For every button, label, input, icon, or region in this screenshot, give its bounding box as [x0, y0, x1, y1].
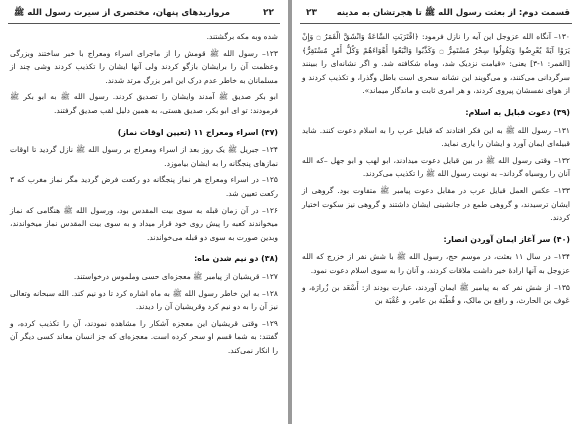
- left-page: [0, 0, 288, 424]
- paragraph: ۱۲۹– وقتی قریشیان این معجزه آشکار را مشاهده نمودند، آن را تکذیب کرده، و گفتند: به شما قسم او سحر کرده است. معجزه‌ای که جز انسان معاند کسی دیگر آن را انکار نمی‌کند.: [10, 318, 278, 355]
- right-page-running-title: قسمت دوم: از بعثت رسول الله ﷺ تا هجرتشان به مدینه: [336, 8, 570, 18]
- paragraph: ۱۳۰– آنگاه الله عزوجل این آیه را نازل فرمود: ﴿اقْتَرَبَتِ السَّاعَةُ وَانْشَقَّ الْقَمَرُ ۝ وَإِنْ يَرَوْا آيَةً يُعْرِضُوا وَيَقُولُوا سِحْرٌ مُسْتَمِرٌّ ۝ وَكَذَّبُوا وَاتَّبَعُوا أَهْوَاءَهُمْ وَكُلُّ أَمْرٍ مُسْتَقِرٌّ﴾ [القمر: ۱-۳] یعنی: «قیامت نزدیک شد، وماه شکافته شد. و اگر نشانه‌ای را ببینند سرگردانی می‌کنند، و می‌گویند این نشانه سحری است باطل وگذرا، و تکذیب کردند و از هوای نفسشان پیروی کردند، و هر امری ثابت و ماندگار میماند».: [302, 32, 570, 96]
- section-heading: (۳۷) اسراء ومعراج ۱۱ (تعیین اوقات نماز): [117, 127, 278, 137]
- paragraph: ۱۳۴– در سال ۱۱ بعثت، در موسم حج، رسول الله ﷺ با شش نفر از خزرج که الله عزوجل به آنها ارادهٔ خیر داشت ملاقات کردند، و آنان را به سوی اسلام دعوت نمود.: [302, 252, 570, 275]
- paragraph: ۱۲۸– به این خاطر رسول الله ﷺ به ماه اشاره کرد تا دو نیم کند. الله سبحانه وتعالی نیز آن را به دو نیم کرد وقریشیان آن را دیدند.: [10, 288, 278, 312]
- paragraph: ۱۳۳– عکس العمل قبایل عرب در مقابل دعوت پیامبر ﷺ متفاوت بود. گروهی از ایشان ترسیدند، و گروهی طمع در جانشینی ایشان داشتند و گروهی نیز سکوت اختیار کردند.: [302, 185, 570, 223]
- left-page-body: [10, 30, 278, 360]
- section-heading: (۳۸) دو نیم شدن ماه:: [194, 254, 278, 264]
- right-page: [292, 0, 580, 424]
- paragraph: ۱۲۴– جبریل ﷺ یک روز بعد از اسراء ومعراج بر رسول الله ﷺ نازل گردید تا اوقات نمازهای پنجگانه را به ایشان بیاموزد.: [10, 145, 278, 168]
- section-heading: (۳۹) دعوت قبایل به اسلام:: [465, 107, 570, 117]
- right-page-number: ۲۳: [306, 8, 317, 18]
- paragraph: ۱۲۳– رسول الله ﷺ قومش را از ماجرای اسراء ومعراج با خبر ساختند وبزرگی وعظمت آن را برایشان بازگو کردند ولی آنها ایشان را تکذیب کردند وشی چند از مسلمانان به خاطر عدم درک این امر بزرگ مرتد شدند.: [10, 48, 278, 85]
- paragraph: ۱۲۶– در آن زمان قبله به سوی بیت المقدس بود، ورسول الله ﷺ هنگامی که نماز میخواندند کعبه را پیش روی خود قرار میداد و به سوی بیت المقدس نماز میخواندند، وبدین صورت به سوی دو قبله می‌خواندند.: [10, 205, 278, 242]
- paragraph: ۱۲۷– قریشیان از پیامبر ﷺ معجزه‌ای حسی وملموس درخواستند.: [73, 271, 278, 281]
- paragraph: ابو بکر صدیق ﷺ آمدند وایشان را تصدیق کردند. رسول الله ﷺ به ابو بکر ﷺ فرمودند: تو ای ابو بکر، صدیق هستی، به همین دلیل لقب صدیق گرفتند.: [10, 92, 278, 115]
- section-heading: (۴۰) سر آغاز ایمان آوردن انصار:: [443, 234, 570, 244]
- paragraph: شده وبه مکه برگشتند.: [206, 32, 278, 41]
- left-page-number: ۲۲: [263, 8, 274, 18]
- paragraph: ۱۳۲– وقتی رسول الله ﷺ در بین قبایل دعوت میدادند، ابو لهب و ابو جهل –که الله آنان را روسیاه گرداند– به نوبت رسول الله ﷺ را تکذیب می‌کردند.: [302, 155, 570, 179]
- paragraph: ۱۲۵– در اسراء ومعراج هر نماز پنجگانه دو رکعت فرض گردید مگر نماز مغرب که ۳ رکعت تعیین شد.: [10, 175, 278, 198]
- left-page-header: [8, 5, 280, 24]
- left-page-running-title: مرواریدهای پنهان، مختصری از سیرت رسول الله ﷺ: [14, 8, 231, 18]
- paragraph: ۱۳۵– از شش نفر که به پیامبر ﷺ ایمان آوردند، عبارت بودند از: أَسْعَد بن زُرارَة، و عَوف بن الحارث، و رافِع بن مالک، و قُطْبَة بن عامر، و عُقْبَة بن: [302, 282, 570, 306]
- paragraph: ۱۳۱– رسول الله ﷺ به این فکر افتادند که قبایل عرب را به اسلام دعوت کنند. شاید قبیله‌ای ایمان آورد و ایشان را یاری نماید.: [302, 125, 570, 149]
- right-page-body: [302, 30, 570, 311]
- right-page-header: [300, 5, 572, 24]
